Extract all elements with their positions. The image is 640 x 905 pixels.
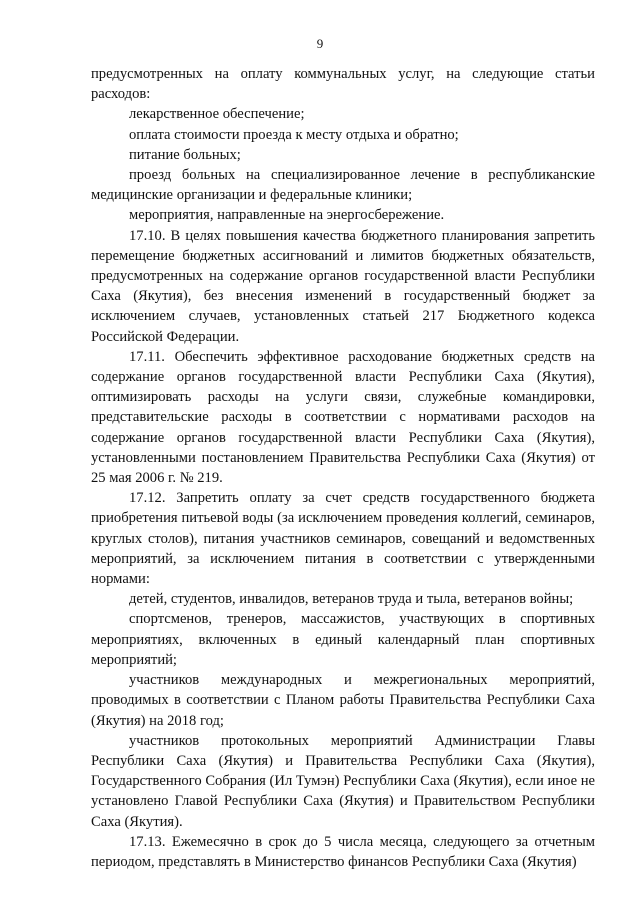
list-item-medicines: лекарственное обеспечение; xyxy=(129,106,305,123)
list-item-patient-travel: проезд больных на специализированное лечение в республиканские медицинские организации и федеральные клиники; xyxy=(91,167,595,204)
list-item-energy-saving: мероприятия, направленные на энергосбережение. xyxy=(129,207,445,224)
list-item-athletes: спортсменов, тренеров, массажистов, участвующих в спортивных мероприятиях, включенных в единый календарный план спортивных мероприятий; xyxy=(91,611,595,668)
clause-17-12: 17.12. Запретить оплату за счет средств государственного бюджета приобретения питьевой воды (за исключением проведения коллегий, семинаров, круглых столов), питания участников семинаров, совещаний и ведомственных мероприятий, за исключением питания в соответствии с утвержденными нормами: xyxy=(91,490,595,588)
document-body xyxy=(91,64,595,872)
paragraph-continuation: предусмотренных на оплату коммунальных услуг, на следующие статьи расходов: xyxy=(91,66,595,103)
list-item-children-veterans: детей, студентов, инвалидов, ветеранов труда и тыла, ветеранов войны; xyxy=(129,591,574,608)
list-item-patient-meals: питание больных; xyxy=(129,146,241,163)
clause-17-10: 17.10. В целях повышения качества бюджетного планирования запретить перемещение бюджетных ассигнований и лимитов бюджетных обязательств, предусмотренных на содержание органов государственной власти Республики Саха (Якутия), без внесения изменений в государственный бюджет за исключением случаев, установленных статьей 217 Бюджетного кодекса Российской Федерации. xyxy=(91,227,595,345)
page-number: 9 xyxy=(316,36,324,51)
clause-17-11: 17.11. Обеспечить эффективное расходование бюджетных средств на содержание органов государственной власти Республики Саха (Якутия), оптимизировать расходы на услуги связи, служебные командировки, представительские расходы в соответствии с нормативами расходов на содержание органов государственной власти Республики Саха (Якутия), установленными постановлением Правительства Республики Саха (Якутия) от 25 мая 2006 г. № 219. xyxy=(91,348,595,487)
list-item-travel-cost: оплата стоимости проезда к месту отдыха и обратно; xyxy=(129,126,459,143)
list-item-protocol-events: участников протокольных мероприятий Администрации Главы Республики Саха (Якутия) и Правительства Республики Саха (Якутия), Государственного Собрания (Ил Тумэн) Республики Саха (Якутия), если иное не установлено Главой Республики Саха (Якутия) и Правительством Республики Саха (Якутия). xyxy=(91,732,595,830)
list-item-international-events: участников международных и межрегиональных мероприятий, проводимых в соответствии с Планом работы Правительства Республики Саха (Якутия) на 2018 год; xyxy=(91,672,595,729)
clause-17-13: 17.13. Ежемесячно в срок до 5 числа месяца, следующего за отчетным периодом, представлять в Министерство финансов Республики Саха (Якутия) xyxy=(91,833,595,870)
